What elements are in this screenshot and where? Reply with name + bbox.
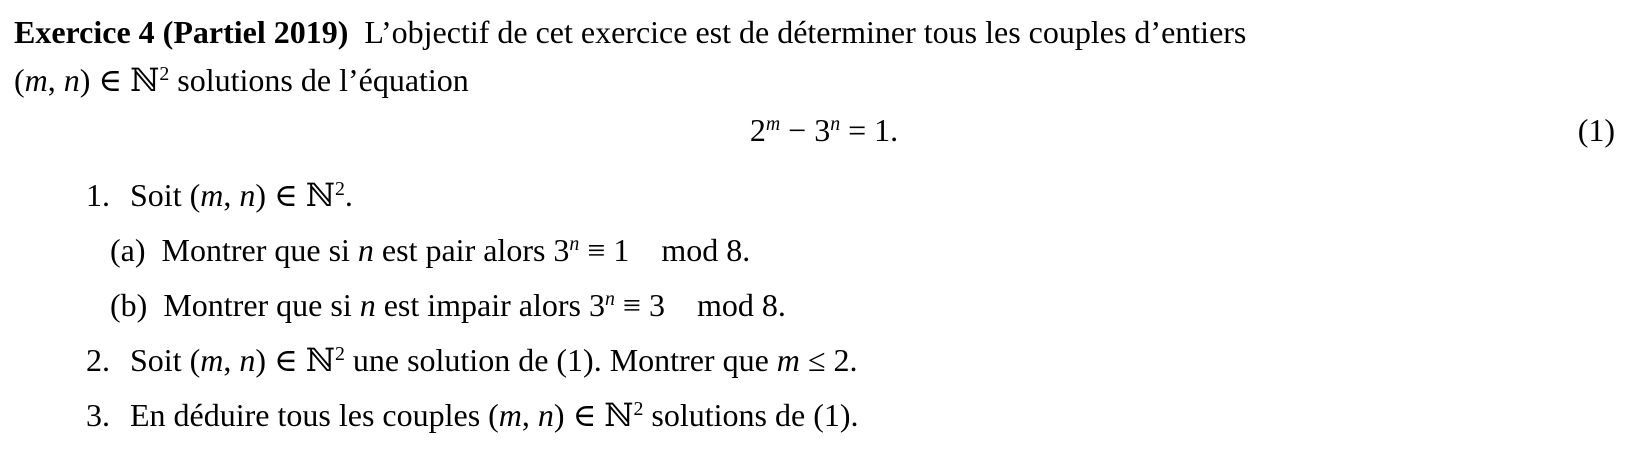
equation-number: (1): [1577, 112, 1615, 148]
text-segment: n: [359, 287, 376, 323]
text-segment: Exercice 4 (Partiel 2019): [14, 14, 349, 50]
text-segment: n: [239, 342, 256, 378]
text-segment: ,: [223, 177, 240, 213]
text-segment: − 3: [780, 112, 831, 148]
list-item-1b: [0, 284, 1648, 326]
text-segment: Soit (: [130, 177, 201, 213]
text-segment: Soit (: [130, 342, 201, 378]
intro-line-1: [14, 8, 1620, 56]
text-segment: ) ∈ ℕ: [553, 397, 634, 433]
text-segment: ≡ 3 mod 8.: [614, 287, 786, 323]
text-segment: m: [498, 397, 522, 433]
text-segment: 2: [633, 398, 644, 421]
intro-paragraph: [0, 0, 1648, 104]
text-segment: n: [569, 233, 580, 256]
text-segment: m: [200, 342, 224, 378]
text-segment: 2: [334, 343, 345, 366]
text-segment: Montrer que si: [161, 232, 358, 268]
text-segment: m: [765, 113, 781, 136]
display-equation-row: [0, 106, 1648, 154]
item-text: [163, 284, 786, 326]
text-segment: ) ∈ ℕ: [255, 342, 335, 378]
text-segment: m: [776, 342, 800, 378]
equation-body: [750, 112, 898, 148]
text-segment: n: [239, 177, 256, 213]
item-text: [162, 229, 751, 271]
text-segment: est pair alors 3: [373, 232, 570, 268]
text-segment: n: [357, 232, 374, 268]
text-segment: solutions de l’équation: [169, 62, 469, 98]
text-segment: Montrer que si: [163, 287, 360, 323]
text-segment: ≡ 1 mod 8.: [579, 232, 751, 268]
item-label: (b): [110, 287, 148, 323]
text-segment: 2: [334, 178, 345, 201]
text-segment: (: [14, 62, 25, 98]
text-segment: solutions de (1).: [643, 397, 859, 433]
list-item-2: [0, 339, 1648, 381]
list-item-1: [0, 174, 1648, 216]
text-segment: m: [24, 62, 48, 98]
item-label: (a): [110, 232, 146, 268]
text-segment: 2: [749, 112, 766, 148]
item-label: 1.: [86, 177, 110, 213]
text-segment: est impair alors 3: [375, 287, 605, 323]
text-segment: En déduire tous les couples (: [130, 397, 499, 433]
text-segment: ) ∈ ℕ: [255, 177, 335, 213]
exercise-list: [0, 174, 1648, 436]
text-segment: n: [605, 288, 615, 311]
text-segment: = 1.: [840, 112, 899, 148]
text-segment: ) ∈ ℕ: [79, 62, 160, 98]
text-segment: L’objectif de cet exercice est de déterminer tous les couples d’entiers: [348, 14, 1247, 50]
text-segment: n: [63, 62, 80, 98]
item-text: [130, 339, 857, 381]
text-segment: n: [830, 113, 841, 136]
text-segment: 2: [159, 63, 170, 86]
text-segment: ,: [521, 397, 538, 433]
item-label: 3.: [86, 397, 110, 433]
list-item-1a: [0, 229, 1648, 271]
item-text: [130, 394, 859, 436]
item-text: [130, 174, 353, 216]
text-segment: ,: [223, 342, 240, 378]
text-segment: une solution de (1). Montrer que: [344, 342, 777, 378]
text-segment: m: [200, 177, 224, 213]
item-label: 2.: [86, 342, 110, 378]
text-segment: n: [537, 397, 554, 433]
text-segment: .: [344, 177, 353, 213]
text-segment: ≤ 2.: [799, 342, 858, 378]
intro-line-2: [14, 56, 1620, 104]
list-item-3: [0, 394, 1648, 436]
text-segment: ,: [47, 62, 64, 98]
